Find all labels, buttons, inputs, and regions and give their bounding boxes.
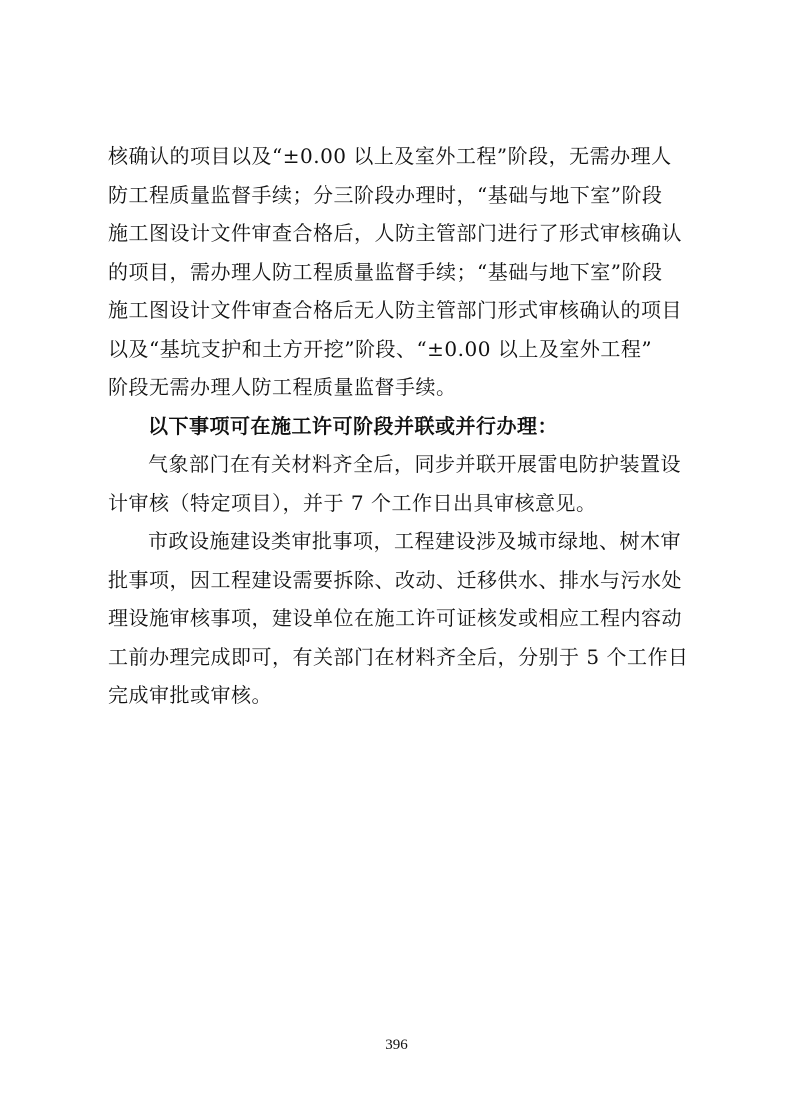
paragraph-line: 工前办理完成即可，有关部门在材料齐全后，分别于 5 个工作日 [108, 644, 689, 669]
paragraph-line: 计审核（特定项目），并于 7 个工作日出具审核意见。 [108, 490, 597, 515]
paragraph-line: 的项目，需办理人防工程质量监督手续；“基础与地下室”阶段 [108, 259, 663, 284]
paragraph-line: 阶段无需办理人防工程质量监督手续。 [108, 375, 457, 399]
paragraph-line: 以及“基坑支护和土方开挖”阶段、“±0.00 以上及室外工程” [108, 336, 653, 361]
paragraph-line: 施工图设计文件审查合格后无人防主管部门形式审核确认的项目 [108, 298, 682, 322]
paragraph-line: 市政设施建设类审批事项，工程建设涉及城市绿地、树木审 [148, 529, 681, 553]
paragraph-line: 理设施审核事项，建设单位在施工许可证核发或相应工程内容动 [108, 606, 682, 630]
paragraph-line: 批事项，因工程建设需要拆除、改动、迁移供水、排水与污水处 [108, 567, 682, 592]
paragraph-line: 完成审批或审核。 [108, 683, 272, 707]
paragraph-line: 核确认的项目以及“±0.00 以上及室外工程”阶段，无需办理人 [108, 144, 672, 168]
document-body [108, 137, 698, 715]
paragraph-line: 施工图设计文件审查合格后，人防主管部门进行了形式审核确认 [108, 221, 682, 245]
section-heading: 以下事项可在施工许可阶段并联或并行办理： [148, 413, 558, 438]
paragraph-line: 气象部门在有关材料齐全后，同步并联开展雷电防护装置设 [148, 452, 681, 476]
paragraph-line: 防工程质量监督手续；分三阶段办理时，“基础与地下室”阶段 [108, 182, 663, 207]
page-number: 396 [385, 1037, 408, 1053]
